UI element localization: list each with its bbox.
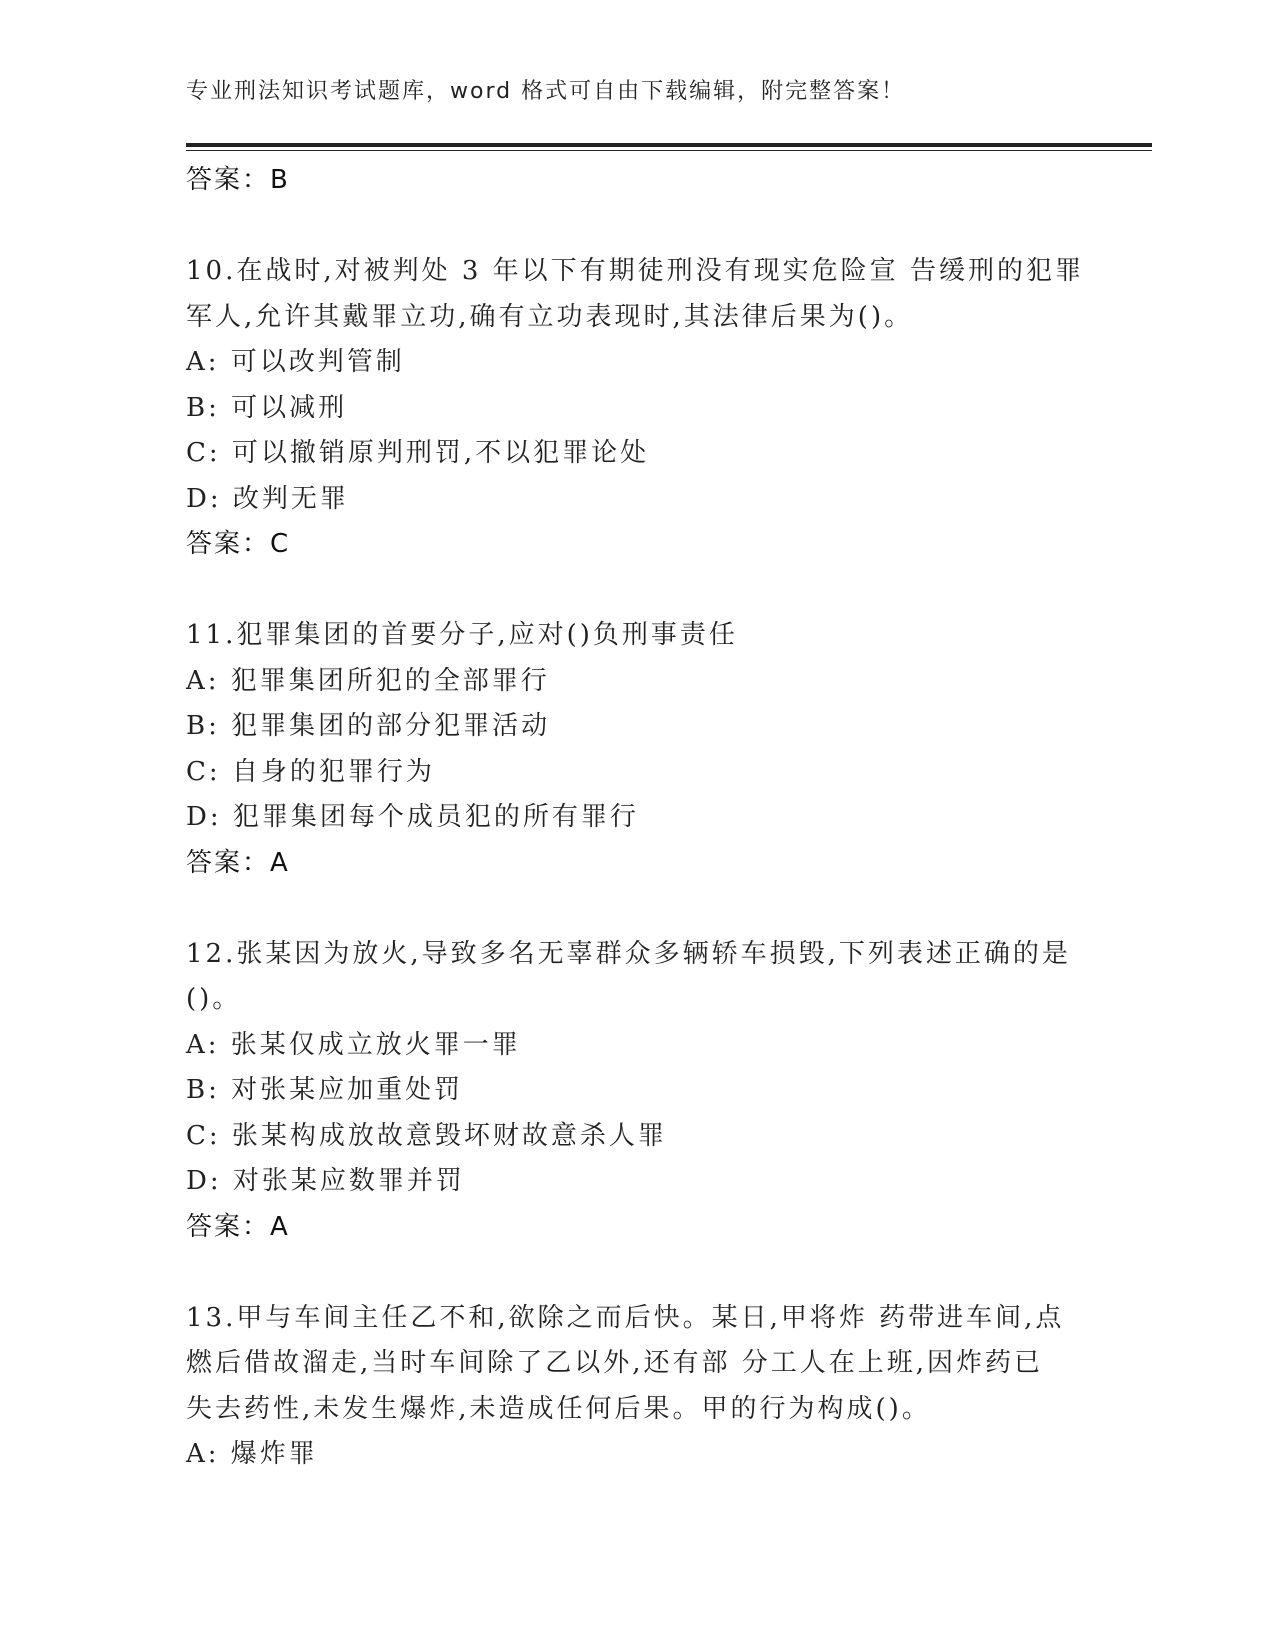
- option-d: D: 犯罪集团每个成员犯的所有罪行: [186, 802, 639, 832]
- question-12: [186, 932, 1086, 1251]
- spacer: [186, 1250, 1086, 1296]
- spacer: [186, 204, 1086, 250]
- spacer: [186, 568, 1086, 614]
- document-header: 专业刑法知识考试题库，word 格式可自由下载编辑，附完整答案！: [186, 79, 906, 104]
- option-a: A: 张某仅成立放火罪一罪: [186, 1029, 521, 1060]
- option-a: A: 犯罪集团所犯的全部罪行: [186, 665, 550, 696]
- option-a: A: 可以改判管制: [186, 347, 405, 377]
- answer-label: 答案：A: [186, 847, 290, 878]
- question-13: [186, 1296, 1086, 1478]
- question-text: 11.犯罪集团的首要分子,应对()负刑事责任: [186, 620, 738, 650]
- option-d: D: 改判无罪: [186, 483, 349, 514]
- question-text: 失去药性,未发生爆炸,未造成任何后果。甲的行为构成()。: [186, 1393, 931, 1424]
- question-text: 13.甲与车间主任乙不和,欲除之而后快。某日,甲将炸 药带进车间,点: [186, 1302, 1065, 1333]
- option-b: B: 可以减刑: [186, 392, 348, 423]
- answer-label: 答案：C: [186, 529, 291, 559]
- option-b: B: 犯罪集团的部分犯罪活动: [186, 711, 551, 741]
- question-10: [186, 249, 1086, 568]
- option-c: C: 可以撤销原判刑罚,不以犯罪论处: [186, 438, 650, 468]
- answer-label: 答案：B: [186, 165, 290, 195]
- option-a: A: 爆炸罪: [186, 1439, 318, 1469]
- question-text: 12.张某因为放火,导致多名无辜群众多辆轿车损毁,下列表述正确的是: [186, 938, 1071, 969]
- option-d: D: 对张某应数罪并罚: [186, 1166, 465, 1196]
- question-text: 燃后借故溜走,当时车间除了乙以外,还有部 分工人在上班,因炸药已: [186, 1348, 1044, 1378]
- option-b: B: 对张某应加重处罚: [186, 1075, 464, 1105]
- spacer: [186, 886, 1086, 932]
- question-text: ()。: [186, 984, 242, 1014]
- header-rule-thick: [186, 143, 1152, 147]
- question-text: 军人,允许其戴罪立功,确有立功表现时,其法律后果为()。: [186, 301, 914, 332]
- answer-label: 答案：A: [186, 1211, 290, 1242]
- question-list: [186, 158, 1086, 1478]
- question-11: [186, 613, 1086, 886]
- option-c: C: 张某构成放故意毁坏财故意杀人罪: [186, 1120, 667, 1151]
- option-c: C: 自身的犯罪行为: [186, 756, 435, 787]
- header-rule-thin: [186, 150, 1152, 151]
- question-text: 10.在战时,对被判处 3 年以下有期徒刑没有现实危险宣 告缓刑的犯罪: [186, 256, 1084, 286]
